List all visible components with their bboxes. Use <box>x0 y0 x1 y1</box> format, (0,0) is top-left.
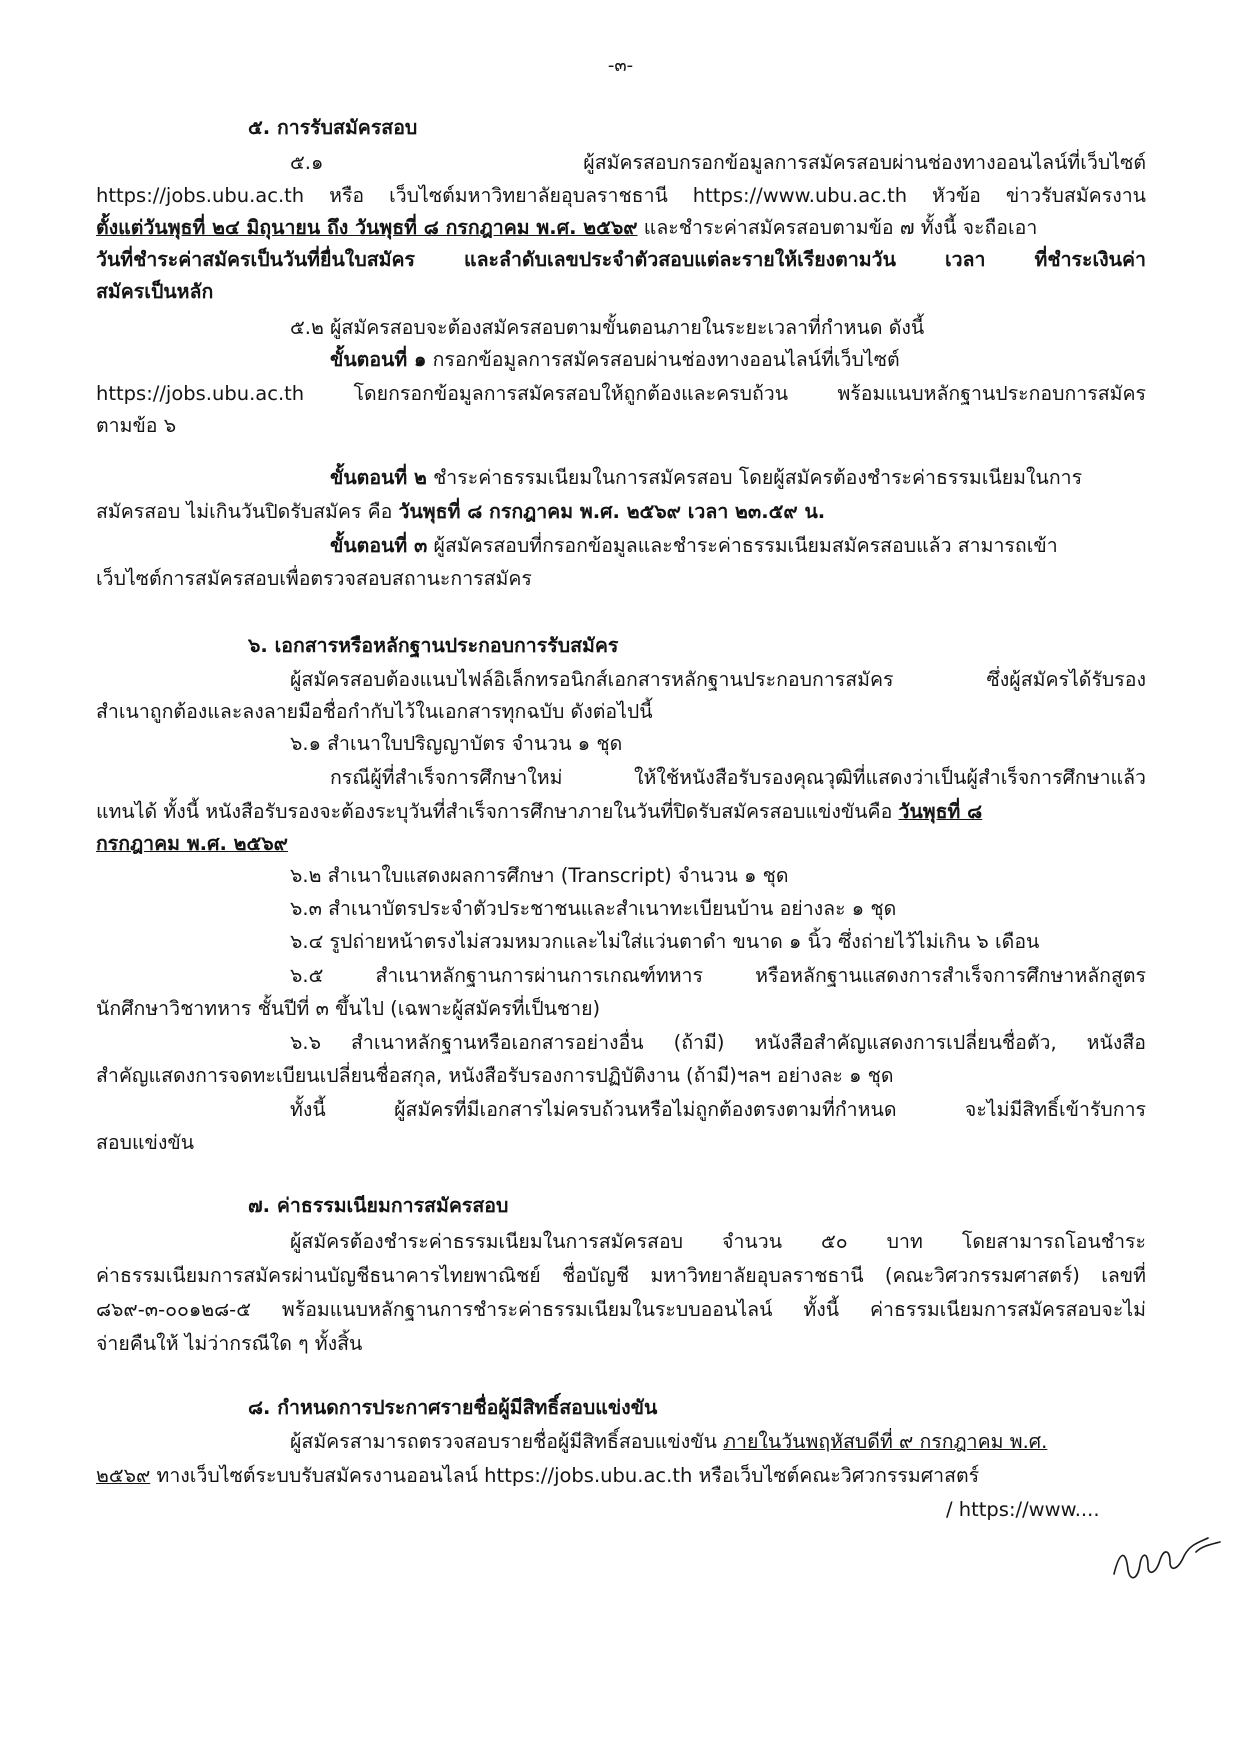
step3-line2: เว็บไซต์การสมัครสอบเพื่อตรวจสอบสถานะการสมัคร <box>96 567 532 590</box>
s6-intro-line2: สำเนาถูกต้องและลงลายมือชื่อกำกับไว้ในเอกสารทุกฉบับ ดังต่อไปนี้ <box>96 700 653 723</box>
section-6-heading: ๖. เอกสารหรือหลักฐานประกอบการรับสมัคร <box>248 634 619 657</box>
s6-item5-line1: ๖.๕ สำเนาหลักฐานการผ่านการเกณฑ์ทหาร หรือหลักฐานแสดงการสำเร็จการศึกษาหลักสูตร <box>290 964 1146 987</box>
s5-p1-line3-rest: และชำระค่าสมัครสอบตามข้อ ๗ ทั้งนี้ จะถือเอา <box>637 216 1038 239</box>
section-5-heading: ๕. การรับสมัครสอบ <box>248 116 418 139</box>
s6-item3: ๖.๓ สำเนาบัตรประจำตัวประชาชนและสำเนาทะเบียนบ้าน อย่างละ ๑ ชุด <box>290 897 897 920</box>
s6-item1-note-line1: กรณีผู้ที่สำเร็จการศึกษาใหม่ ให้ใช้หนังสือรับรองคุณวุฒิที่แสดงว่าเป็นผู้สำเร็จการศึกษาแล้ว <box>330 766 1146 789</box>
s8-line1-text: ผู้สมัครสามารถตรวจสอบรายชื่อผู้มีสิทธิ์สอบแข่งขัน <box>290 1430 724 1453</box>
section-7-heading: ๗. ค่าธรรมเนียมการสมัครสอบ <box>248 1194 509 1217</box>
s7-line3: ๘๖๙-๓-๐๐๑๒๘-๕ พร้อมแนบหลักฐานการชำระค่าธรรมเนียมในระบบออนไลน์ ทั้งนี้ ค่าธรรมเนียมการสมัครสอบจะไม่ <box>96 1298 1146 1321</box>
s6-intro-line1: ผู้สมัครสอบต้องแนบไฟล์อิเล็กทรอนิกส์เอกสารหลักฐานประกอบการสมัคร ซึ่งผู้สมัครได้รับรอง <box>290 668 1146 691</box>
s5-p1-line1: ๕.๑ ผู้สมัครสอบกรอกข้อมูลการสมัครสอบผ่านช่องทางออนไลน์ที่เว็บไซต์ <box>290 151 1146 174</box>
s6-item5-line2: นักศึกษาวิชาทหาร ชั้นปีที่ ๓ ขึ้นไป (เฉพาะผู้สมัครที่เป็นชาย) <box>96 997 601 1020</box>
step3-label: ขั้นตอนที่ ๓ <box>330 534 428 557</box>
s6-item6-line1: ๖.๖ สำเนาหลักฐานหรือเอกสารอย่างอื่น (ถ้ามี) หนังสือสำคัญแสดงการเปลี่ยนชื่อตัว, หนังสือ <box>290 1031 1146 1054</box>
s6-item1-note-line2 <box>96 796 1146 828</box>
step1-line3: ตามข้อ ๖ <box>96 414 177 437</box>
step3-line1 <box>330 530 1146 562</box>
continuation-marker: / https://www.... <box>946 1498 1100 1521</box>
s6-item4: ๖.๔ รูปถ่ายหน้าตรงไม่สวมหมวกและไม่ใส่แว่นตาดำ ขนาด ๑ นิ้ว ซึ่งถ่ายไว้ไม่เกิน ๖ เดือน <box>290 930 1040 953</box>
s6-note-line2: สอบแข่งขัน <box>96 1131 195 1154</box>
s5-p1-line4: วันที่ชำระค่าสมัครเป็นวันที่ยื่นใบสมัคร และลำดับเลขประจำตัวสอบแต่ละรายให้เรียงตามวัน เวลา ที่ชำระเงินค่า <box>96 248 1146 271</box>
step1-line2: https://jobs.ubu.ac.th โดยกรอกข้อมูลการสมัครสอบให้ถูกต้องและครบถ้วน พร้อมแนบหลักฐานประกอบการสมัคร <box>96 382 1146 405</box>
s6-item2: ๖.๒ สำเนาใบแสดงผลการศึกษา (Transcript) จำนวน ๑ ชุด <box>290 864 789 887</box>
s6-item6-line2: สำคัญแสดงการจดทะเบียนเปลี่ยนชื่อสกุล, หนังสือรับรองการปฏิบัติงาน (ถ้ามี)ฯลฯ อย่างละ ๑ ชุด <box>96 1064 894 1087</box>
s5-p1-line5: สมัครเป็นหลัก <box>96 280 214 303</box>
s6-note-line1: ทั้งนี้ ผู้สมัครที่มีเอกสารไม่ครบถ้วนหรือไม่ถูกต้องตรงตามที่กำหนด จะไม่มีสิทธิ์เข้ารับการ <box>290 1098 1146 1121</box>
step1-line1 <box>330 344 1146 376</box>
page-number: -๓- <box>607 55 634 76</box>
s8-line2 <box>96 1460 1146 1492</box>
s7-line4: จ่ายคืนให้ ไม่ว่ากรณีใด ๆ ทั้งสิ้น <box>96 1332 363 1355</box>
s5-p1-line3 <box>96 212 1146 244</box>
s6-deadline-part1: วันพุธที่ ๘ <box>898 800 983 823</box>
s5-p1-line2: https://jobs.ubu.ac.th หรือ เว็บไซต์มหาวิทยาลัยอุบลราชธานี https://www.ubu.ac.th หัวข้อ ข่าวรับสมัครงาน <box>96 184 1146 207</box>
handwritten-signature <box>1108 1530 1228 1586</box>
s5-p2-line1: ๕.๒ ผู้สมัครสอบจะต้องสมัครสอบตามขั้นตอนภายในระยะเวลาที่กำหนด ดังนี้ <box>290 316 925 339</box>
step1-text: กรอกข้อมูลการสมัครสอบผ่านช่องทางออนไลน์ที่เว็บไซต์ <box>426 348 900 371</box>
step2-label: ขั้นตอนที่ ๒ <box>330 466 427 489</box>
step1-label: ขั้นตอนที่ ๑ <box>330 348 427 371</box>
s8-announce-date-part1: ภายในวันพฤหัสบดีที่ ๙ กรกฎาคม พ.ศ. <box>723 1430 1048 1453</box>
s7-line1: ผู้สมัครต้องชำระค่าธรรมเนียมในการสมัครสอบ จำนวน ๕๐ บาท โดยสามารถโอนชำระ <box>290 1230 1146 1253</box>
s6-deadline-part2: กรกฎาคม พ.ศ. ๒๕๖๙ <box>96 832 288 855</box>
s7-line2: ค่าธรรมเนียมการสมัครผ่านบัญชีธนาคารไทยพาณิชย์ ชื่อบัญชี มหาวิทยาลัยอุบลราชธานี (คณะวิศวกรรมศาสตร์) เลขที่ <box>96 1264 1146 1287</box>
s6-item1-note-line2-text: แทนได้ ทั้งนี้ หนังสือรับรองจะต้องระบุวันที่สำเร็จการศึกษาภายในวันที่ปิดรับสมัครสอบแข่งขันคือ <box>96 800 899 823</box>
step2-line1 <box>330 462 1146 494</box>
s8-line1 <box>290 1426 1146 1458</box>
section-8-heading: ๘. กำหนดการประกาศรายชื่อผู้มีสิทธิ์สอบแข่งขัน <box>248 1396 658 1419</box>
step2-text: ชำระค่าธรรมเนียมในการสมัครสอบ โดยผู้สมัครต้องชำระค่าธรรมเนียมในการ <box>426 466 1083 489</box>
closing-date: วันพุธที่ ๘ กรกฎาคม พ.ศ. ๒๕๖๙ เวลา ๒๓.๕๙ น. <box>398 500 826 523</box>
step2-line2-text: สมัครสอบ ไม่เกินวันปิดรับสมัคร คือ <box>96 500 399 523</box>
step3-text: ผู้สมัครสอบที่กรอกข้อมูลและชำระค่าธรรมเนียมสมัครสอบแล้ว สามารถเข้า <box>427 534 1058 557</box>
s8-announce-date-part2: ๒๕๖๙ <box>96 1464 151 1487</box>
registration-period: ตั้งแต่วันพุธที่ ๒๔ มิถุนายน ถึง วันพุธที่ ๘ กรกฎาคม พ.ศ. ๒๕๖๙ <box>96 216 638 239</box>
s8-line2-text: ทางเว็บไซต์ระบบรับสมัครงานออนไลน์ https://jobs.ubu.ac.th หรือเว็บไซต์คณะวิศวกรรมศาสตร์ <box>150 1464 980 1487</box>
s6-item1: ๖.๑ สำเนาใบปริญญาบัตร จำนวน ๑ ชุด <box>290 732 623 755</box>
step2-line2 <box>96 496 1146 528</box>
